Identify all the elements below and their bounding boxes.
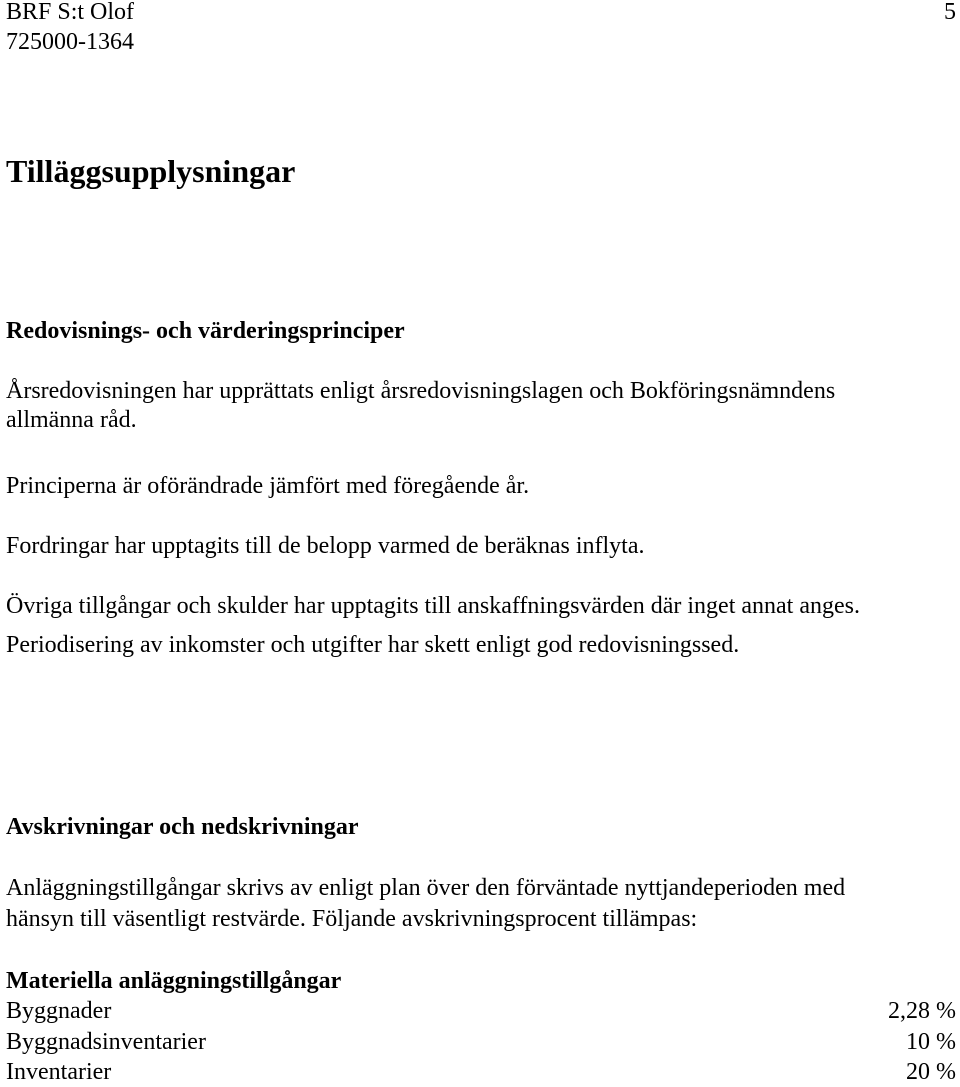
organization-number: 725000-1364: [6, 29, 134, 55]
principles-paragraph-3: Fordringar har upptagits till de belopp varmed de beräknas inflyta.: [6, 533, 645, 559]
asset-rate: 2,28 %: [888, 998, 956, 1024]
principles-paragraph-2: Principerna är oförändrade jämfört med föregående år.: [6, 473, 530, 499]
asset-label: Byggnadsinventarier: [6, 1029, 206, 1055]
principles-paragraph-5: Periodisering av inkomster och utgifter har skett enligt god redovisningssed.: [6, 632, 740, 658]
asset-label: Byggnader: [6, 998, 112, 1024]
page-number: 5: [944, 0, 956, 25]
depreciation-row: [6, 996, 956, 1026]
depreciation-paragraph-line-2: hänsyn till väsentligt restvärde. Följande avskrivningsprocent tillämpas:: [6, 906, 698, 932]
tangible-assets-subheading: Materiella anläggningstillgångar: [6, 968, 342, 994]
principles-heading: Redovisnings- och värderingsprinciper: [6, 318, 405, 344]
asset-label: Inventarier: [6, 1059, 112, 1085]
depreciation-row: [6, 1057, 956, 1087]
depreciation-row: [6, 1027, 956, 1057]
depreciation-heading: Avskrivningar och nedskrivningar: [6, 814, 359, 840]
asset-rate: 20 %: [906, 1059, 956, 1085]
principles-paragraph-4: Övriga tillgångar och skulder har upptagits till anskaffningsvärden där inget annat anges.: [6, 593, 860, 619]
page-title: Tilläggsupplysningar: [6, 153, 296, 189]
depreciation-paragraph-line-1: Anläggningstillgångar skrivs av enligt plan över den förväntade nyttjandeperioden med: [6, 875, 846, 901]
principles-paragraph-1-line-1: Årsredovisningen har upprättats enligt årsredovisningslagen och Bokföringsnämndens: [6, 378, 836, 404]
organization-name: BRF S:t Olof: [6, 0, 135, 25]
principles-paragraph-1-line-2: allmänna råd.: [6, 407, 137, 433]
asset-rate: 10 %: [906, 1029, 956, 1055]
